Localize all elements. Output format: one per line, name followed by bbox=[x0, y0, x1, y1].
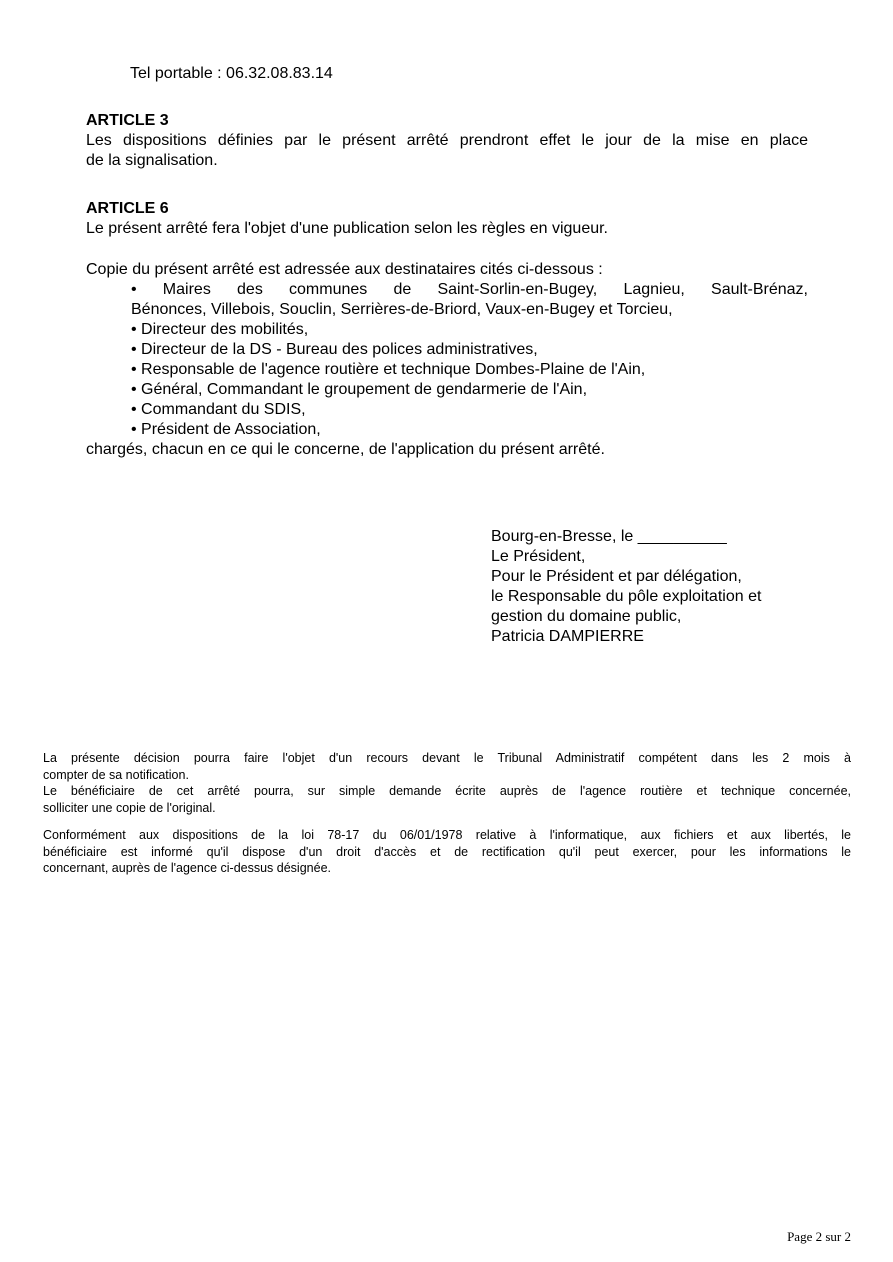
list-item: • Général, Commandant le groupement de gendarmerie de l'Ain, bbox=[131, 381, 588, 398]
article-3-line-1: Les dispositions définies par le présent arrêté prendront effet le jour de la mise en place bbox=[86, 132, 808, 149]
list-item: • Responsable de l'agence routière et technique Dombes-Plaine de l'Ain, bbox=[131, 361, 646, 378]
list-item: • Directeur de la DS - Bureau des polices administratives, bbox=[131, 341, 538, 358]
article-3-line-2: de la signalisation. bbox=[86, 152, 218, 169]
article-3 bbox=[86, 111, 808, 171]
list-item: • Directeur des mobilités, bbox=[131, 321, 309, 338]
list-item: • Maires des communes de Saint-Sorlin-en-Bugey, Lagnieu, Sault-Brénaz, bbox=[131, 281, 808, 298]
notice-p3-line-1: Conformément aux dispositions de la loi 78-17 du 06/01/1978 relative à l'informatique, aux fichiers et aux libertés, le bbox=[43, 828, 851, 842]
signature-title: Le Président, bbox=[491, 548, 586, 565]
notice-p1-line-2: compter de sa notification. bbox=[43, 767, 189, 782]
recipient-list bbox=[86, 280, 808, 440]
notice-p2-line-2: solliciter une copie de l'original. bbox=[43, 800, 216, 815]
notice-p1-line-1: La présente décision pourra faire l'objet d'un recours devant le Tribunal Administratif compétent dans les 2 mois à bbox=[43, 751, 851, 765]
list-item: • Commandant du SDIS, bbox=[131, 401, 306, 418]
legal-notice bbox=[43, 750, 851, 877]
signature-delegation: Pour le Président et par délégation, bbox=[491, 568, 742, 585]
phone-line: Tel portable : 06.32.08.83.14 bbox=[130, 65, 333, 82]
list-item-continuation: Bénonces, Villebois, Souclin, Serrières-de-Briord, Vaux-en-Bugey et Torcieu, bbox=[131, 301, 673, 318]
notice-p3-line-3: concernant, auprès de l'agence ci-dessus désignée. bbox=[43, 861, 331, 875]
copies-intro: Copie du présent arrêté est adressée aux destinataires cités ci-dessous : bbox=[86, 261, 603, 278]
article-6 bbox=[86, 199, 808, 239]
article-3-title: ARTICLE 3 bbox=[86, 112, 169, 129]
notice-p3-line-2: bénéficiaire est informé qu'il dispose d'un droit d'accès et de rectification qu'il peut exercer, pour les informations le bbox=[43, 844, 851, 859]
notice-p2-line-1: Le bénéficiaire de cet arrêté pourra, sur simple demande écrite auprès de l'agence routière et technique concernée, bbox=[43, 784, 851, 798]
copies-section bbox=[86, 260, 808, 460]
page-number: Page 2 sur 2 bbox=[787, 1229, 851, 1244]
signature-role-line-2: gestion du domaine public, bbox=[491, 608, 682, 625]
list-item: • Président de Association, bbox=[131, 421, 321, 438]
article-6-title: ARTICLE 6 bbox=[86, 200, 169, 217]
article-6-text: Le présent arrêté fera l'objet d'une publication selon les règles en vigueur. bbox=[86, 220, 608, 237]
signature-place-date: Bourg-en-Bresse, le __________ bbox=[491, 528, 727, 545]
copies-closing: chargés, chacun en ce qui le concerne, de l'application du présent arrêté. bbox=[86, 441, 605, 458]
signature-role-line-1: le Responsable du pôle exploitation et bbox=[491, 588, 762, 605]
signature-block bbox=[491, 527, 851, 647]
signatory-name: Patricia DAMPIERRE bbox=[491, 628, 644, 645]
